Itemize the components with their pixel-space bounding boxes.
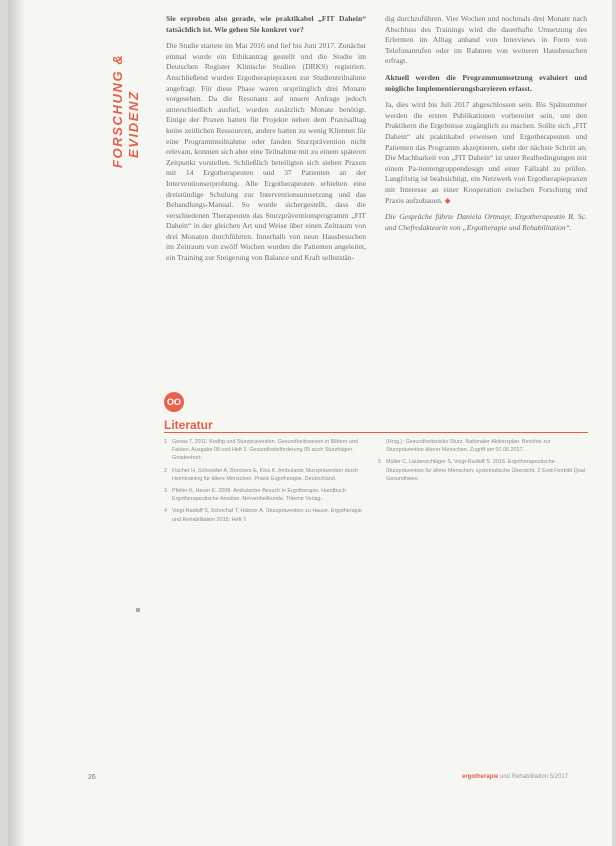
reference-item — [164, 467, 368, 483]
reference-item — [378, 438, 586, 454]
references-left — [164, 438, 368, 528]
reference-text: (Hrsg.): Gesundheitsrisiko Sturz. Nationaler Aktionsplan. Berichte zur Sturzprävention älterer Menschen. Zugriff am 01.06.2017. — [386, 439, 551, 454]
reference-number: 1 — [164, 439, 167, 445]
reference-number: 4 — [164, 508, 167, 515]
reference-item — [164, 438, 368, 463]
reference-number: 5 — [378, 459, 381, 466]
journal-issue: und Rehabilitation 5/2017 — [498, 774, 569, 780]
body-paragraph — [385, 100, 587, 206]
reference-text: Pfeifer K, Heuer E. 2008. Ambulanter Besuch in Ergotherapie. Handbuch Ergotherapeutische Ansätze. Nervenheilkunde. Thieme Verlag. — [172, 488, 346, 503]
body-paragraph: dig durchzuführen. Vier Wochen und nochmals drei Monate nach Abschluss des Trainings wird die dauerhafte Umsetzung des Erlernten im Alltag anhand von Interviews in Form von Telefonanrufen oder im Rahmen von weiteren Hausbesuchen erfragt. — [385, 14, 587, 66]
scan-mark — [136, 608, 140, 612]
literature-heading: Literatur — [164, 418, 213, 432]
interview-credit: Die Gespräche führte Daniela Ortmayr, Ergotherapeutin B. Sc. und Chefredakteurin von „Ergotherapie und Rehabilitation“. — [385, 212, 587, 232]
references-right — [378, 438, 586, 487]
section-label — [110, 18, 160, 168]
text-column-left — [166, 14, 366, 270]
interview-question: Aktuell werden die Programmumsetzung evaluiert und mögliche Implementierungsbarrieren erfasst. — [385, 72, 587, 93]
reference-number: 3 — [164, 488, 167, 495]
reference-text: Voigt-Radloff S, Schochat T, Hübner A. Sturzprävention zu Hause. Ergotherapie und Rehabilitation 2015; Heft 7. — [172, 508, 362, 523]
body-paragraph-text: Ja, dies wird bis Juli 2017 abgeschlossen sein. Bis Spätsommer werden die ersten Publikationen vorbereitet sein, um den Praktikern die Ergebnisse zugänglich zu machen. Sollte sich „FIT Dahein“ als praktikabel erweisen und Ergotherapeuten und Patienten das Programm akzeptieren, steht der nächste Schritt an: Die Machbarkeit von „FIT Dahein“ ist unter Realbedingungen mit einem Pa-tientengruppendesign und einer Fallzahl zu prüfen. Langfristig ist beabsichtigt, ein Netzwerk von Ergotherapiepraxen mit Interesse an einer Kooperation zwischen Forschung und Praxis aufzubauen. — [385, 100, 587, 205]
reference-item — [378, 458, 586, 483]
page-fold-shadow — [8, 0, 24, 846]
reference-number: 2 — [164, 467, 167, 474]
journal-footer — [462, 774, 568, 780]
page-number: 26 — [88, 774, 96, 781]
reference-item — [164, 507, 368, 523]
end-mark-icon: ◆ — [444, 195, 451, 205]
literature-icon: OO — [164, 392, 184, 412]
section-label-line2: EVIDENZ — [126, 90, 141, 158]
reference-text: Fischer H, Schneider A, Borchers E, Klos K. Ambulante Sturzprävention durch Heimtraining für ältere Menschen. Praxis Ergotherapie. Deutschland. — [172, 467, 359, 482]
body-paragraph: Die Studie startete im Mai 2016 und lief bis Juni 2017. Zunächst einmal wurde ein Ethikantrag gestellt und die Studie im Deutschen Register Klinische Studien (DRKS) registriert. Anschließend wurden Ergotherapiepraxen zur Studienteilnahme angefragt. Für diese Phase waren ursprünglich drei Monate vorgesehen. Da die Resonanz auf unsere Anfrage jedoch unterschiedlich ausfiel, wurden zusätzlich Monate benötigt. Einige der Praxen hatten für Projekte neben dem Praxisalltag keine zeitlichen Ressourcen, andere hatten zu wenig Klienten für eine Programmteilnahme oder fanden Sturzprävention nicht relevant, konnten sich aber eine Teilnahme mit zu einem späteren Zeitpunkt vorstellen. Schließlich beteiligten sich sieben Praxen mit 14 Ergotherapeuten und 37 Patienten an der Interventionserprobung. Alle Ergotherapeuten erhielten eine dreistündige Schulung zur Interventionsumsetzung und das Behandlungs-Manual. So wurde sichergestellt, dass die verschiedenen Therapeuten das Sturzpräventionsprogramm „FIT Dahein“ in der gleichen Art und Weise über einen Zeitraum von drei Monaten durchführten. Innerhalb von neun Hausbesuchen im Zeitraum von zwölf Wochen wurden die Patienten angeleitet, ein Training zur Steigerung von Balance und Kraft selbststän- — [166, 41, 366, 263]
interview-question: Sie erproben also gerade, wie praktikabel „FIT Dahein“ tatsächlich ist. Wie gehen Sie konkret vor? — [166, 14, 366, 34]
literature-divider — [164, 432, 588, 433]
journal-brand: ergotherapie — [462, 774, 499, 780]
text-column-right — [385, 14, 587, 239]
reference-item — [164, 487, 368, 503]
magazine-page — [8, 0, 612, 846]
section-label-line1: FORSCHUNG & — [110, 53, 125, 168]
reference-text: Müller C, Lautenschläger S, Voigt-Radloff S. 2016. Ergotherapeutische Sturzprävention für ältere Menschen: systematische Übersicht. Z Evid Fortbild Qual Gesundhwes. — [386, 459, 585, 482]
reference-text: Gesas T. 2011. Kraftig und Sturzprävention. Gesundheitswesen in Bildern und Fakten. Ausgabe 08 und Heft 3. Gesundheitsförderung 05 auch Sturzfolgen. Gnadenhort. — [172, 439, 358, 462]
